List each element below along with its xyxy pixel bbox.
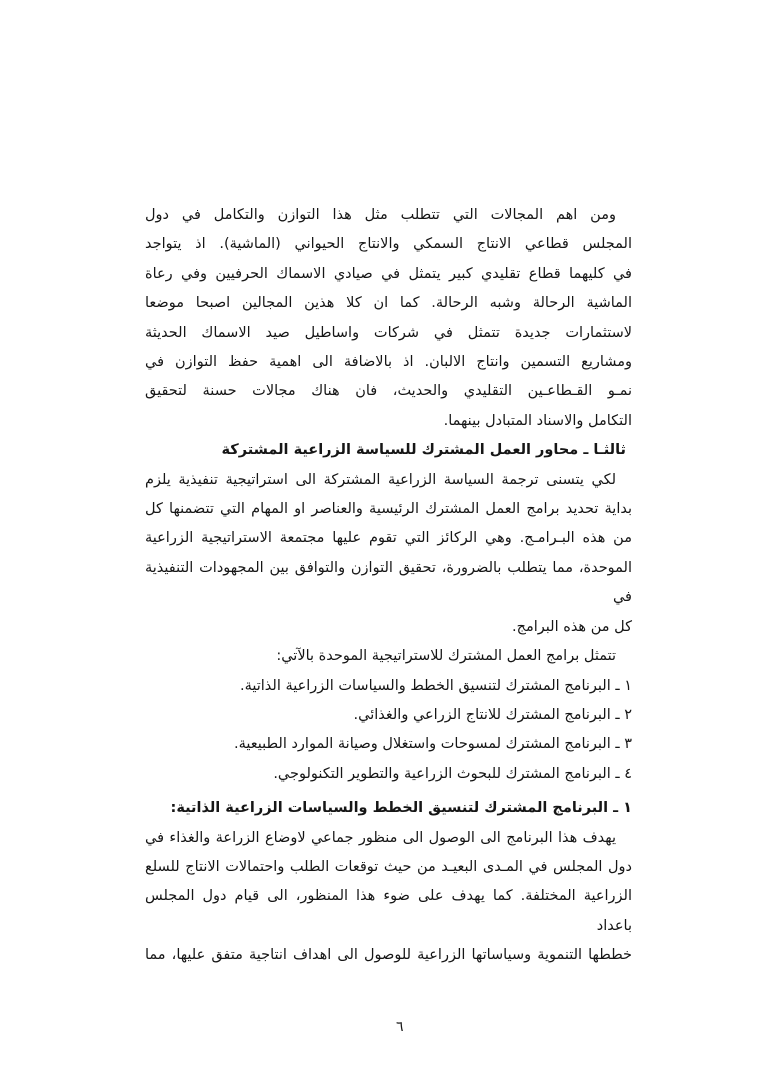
text-line: لاستثمارات جديدة تتمثل في شركات واساطيل صيد الاسماك الحديثة xyxy=(145,324,632,341)
list-item: ٢ ـ البرنامج المشترك للانتاج الزراعي والغذائي. xyxy=(353,706,632,723)
text-block xyxy=(145,201,632,971)
text-line: كل من هذه البرامج. xyxy=(512,618,632,635)
paragraph-strategy-programs xyxy=(145,466,632,642)
text-line: بداية تحديد برامج العمل المشترك الرئيسية والعناصر او المهام التي تتضمنها كل xyxy=(145,501,632,518)
program-list xyxy=(145,672,632,790)
page-number: ٦ xyxy=(396,1019,404,1035)
text-line: من هذه البـرامـج. وهي الركائز التي تقوم عليها مجتمعة الاستراتيجية الزراعية xyxy=(145,530,632,547)
programs-intro-line: تتمثل برامج العمل المشترك للاستراتيجية الموحدة بالآتي: xyxy=(276,648,616,665)
text-line: الموحدة، مما يتطلب بالضرورة، تحقيق التوازن والتوافق بين المجهودات التنفيذية في xyxy=(145,559,632,606)
list-item: ٤ ـ البرنامج المشترك للبحوث الزراعية والتطوير التكنولوجي. xyxy=(273,765,632,782)
text-line: المجلس قطاعي الانتاج السمكي والانتاج الحيواني (الماشية). اذ يتواجد xyxy=(145,236,632,253)
text-line: نمـو القـطاعـين التقليدي والحديث، فان هناك مجالات حسنة لتحقيق xyxy=(145,383,632,400)
text-line: لكي يتسنى ترجمة السياسة الزراعية المشتركة الى استراتيجية تنفيذية يلزم xyxy=(145,471,616,488)
paragraph-program1-goal xyxy=(145,824,632,971)
text-line: ومن اهم المجالات التي تتطلب مثل هذا التوازن والتكامل في دول xyxy=(145,207,616,223)
text-line: الزراعية المختلفة. كما يهدف على ضوء هذا المنظور، الى قيام دول المجلس باعداد xyxy=(145,888,632,934)
text-line: الماشية الرحالة وشبه الرحالة. كما ان كلا هذين المجالين اصبحا موضعا xyxy=(145,295,632,312)
text-line: في كليهما قطاع تقليدي كبير يتمثل في صيادي الاسماك الحرفيين وفي رعاة xyxy=(145,265,632,282)
text-line: التكامل والاسناد المتبادل بينهما. xyxy=(443,412,632,429)
section-heading-third-axis: ثالثـا ـ محاور العمل المشترك للسياسة الزراعية المشتركة xyxy=(221,442,626,459)
text-line: دول المجلس في المـدى البعيـد من حيث توقعات الطلب واحتمالات الانتاج للسلع xyxy=(145,858,632,875)
program1-heading: ١ ـ البرنامج المشترك لتنسيق الخطط والسياسات الزراعية الذاتية: xyxy=(170,800,632,817)
list-item: ١ ـ البرنامج المشترك لتنسيق الخطط والسياسات الزراعية الذاتية. xyxy=(239,677,632,694)
text-line: يهدف هذا البرنامج الى الوصول الى منظور جماعي لاوضاع الزراعة والغذاء في xyxy=(145,829,616,846)
text-line: ومشاريع التسمين وانتاج الالبان. اذ بالاضافة الى اهمية حفظ التوازن في xyxy=(145,354,632,371)
paragraph-balance-sectors xyxy=(145,201,632,436)
text-line: خططها التنموية وسياساتها الزراعية للوصول الى اهداف انتاجية متفق عليها، مما xyxy=(145,947,632,964)
list-item: ٣ ـ البرنامج المشترك لمسوحات واستغلال وصيانة الموارد الطبيعية. xyxy=(234,736,632,753)
